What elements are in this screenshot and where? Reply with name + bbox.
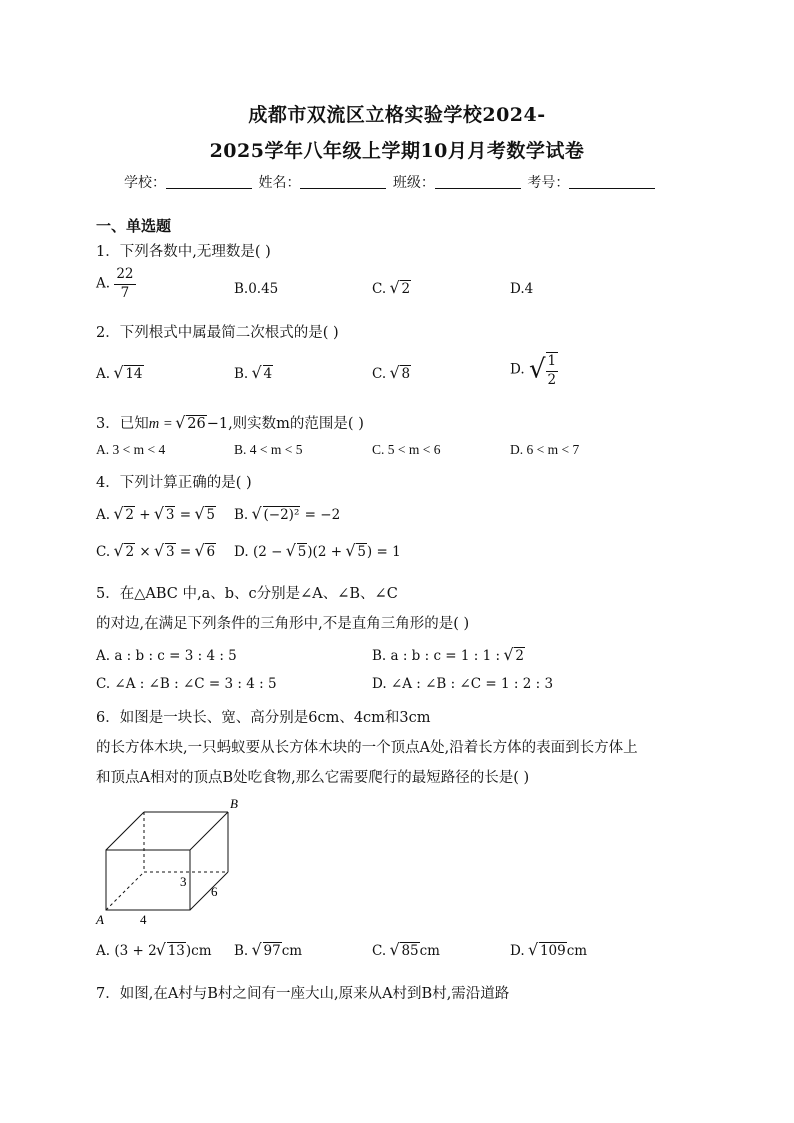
- vertex-label-a: A: [96, 912, 104, 927]
- question-6-stem-line1: 6．如图是一块长、宽、高分别是6cm、4cm和3cm: [96, 710, 431, 726]
- cuboid-edge: [106, 812, 144, 850]
- q5-option-b: B. a : b : c = 1 : 1 : √ 2: [372, 648, 525, 664]
- question-5-stem-line1: 5．在△ABC 中,a、b、c分别是∠A、∠B、∠C: [96, 586, 398, 602]
- question-5-stem-line2: 的对边,在满足下列条件的三角形中,不是直角三角形的是( ): [96, 616, 470, 632]
- fraction: $\frac{22}{7}$: [116, 266, 134, 301]
- dimension-label-3: 3: [180, 874, 187, 889]
- q2-option-a: A. √ 14: [96, 366, 144, 382]
- q4-option-a: A. √ 2 + √ 3 = √ 5: [96, 507, 216, 523]
- q3-option-a: A. 3 < m < 4: [96, 442, 166, 457]
- cuboid-edge: [190, 872, 228, 910]
- q6-option-a: A. (3 + 2√ 13)cm: [96, 943, 212, 959]
- q1-option-c: C. √ 2: [372, 281, 411, 297]
- question-4-stem: 4．下列计算正确的是( ): [96, 475, 252, 491]
- question-2-stem: 2．下列根式中属最简二次根式的是( ): [96, 325, 339, 341]
- name-blank[interactable]: [300, 174, 386, 189]
- exam-title-line2: 2025学年八年级上学期10月月考数学试卷: [209, 140, 585, 162]
- q4-option-d: D. (2 − √ 5)(2 + √ 5) = 1: [234, 544, 401, 560]
- q1-option-d: D.4: [510, 281, 534, 297]
- q4-option-b: B. √ (−2)² = −2: [234, 507, 340, 523]
- exam-number-label: 考号：: [527, 175, 570, 191]
- q2-option-d: D. √ $\frac{1}{2}$: [510, 353, 557, 388]
- q4-option-c: C. √ 2 × √ 3 = √ 6: [96, 544, 216, 560]
- q1-option-b: B.0.45: [234, 281, 279, 297]
- cuboid-hidden-edge: [106, 872, 144, 910]
- q1-option-a: A. $\frac{22}{7}$: [96, 266, 134, 301]
- question-7-stem: 7．如图,在A村与B村之间有一座大山,原来从A村到B村,需沿道路: [96, 986, 510, 1002]
- exam-title-line1: 成都市双流区立格实验学校2024-: [248, 104, 546, 126]
- school-blank[interactable]: [166, 174, 252, 189]
- question-6-stem-line2: 的长方体木块,一只蚂蚁要从长方体木块的一个顶点A处,沿着长方体的表面到长方体上: [96, 740, 638, 756]
- cuboid-figure: [90, 792, 250, 930]
- school-label: 学校：: [124, 175, 166, 191]
- q5-option-a: A. a : b : c = 3 : 4 : 5: [96, 648, 237, 664]
- cuboid-front-face: [106, 850, 190, 910]
- q6-option-b: B. √ 97cm: [234, 943, 302, 959]
- exam-number-blank[interactable]: [569, 174, 655, 189]
- dimension-label-6: 6: [211, 884, 218, 899]
- q6-option-c: C. √ 85cm: [372, 943, 440, 959]
- class-label: 班级：: [392, 175, 435, 191]
- vertex-label-b: B: [230, 796, 238, 811]
- q3-option-d: D. 6 < m < 7: [510, 442, 580, 457]
- q5-option-c: C. ∠A : ∠B : ∠C = 3 : 4 : 5: [96, 676, 277, 692]
- student-info-line: [124, 172, 657, 192]
- q2-option-b: B. √ 4: [234, 366, 273, 382]
- q3-option-b: B. 4 < m < 5: [234, 442, 303, 457]
- class-blank[interactable]: [435, 174, 521, 189]
- section-title: 一、单选题: [96, 217, 172, 235]
- question-6-stem-line3: 和顶点A相对的顶点B处吃食物,那么它需要爬行的最短路径的长是( ): [96, 770, 530, 786]
- dimension-label-4: 4: [140, 912, 147, 927]
- cuboid-edge: [190, 812, 228, 850]
- q2-option-c: C. √ 8: [372, 366, 411, 382]
- q3-option-c: C. 5 < m < 6: [372, 442, 441, 457]
- question-1-stem: 1．下列各数中,无理数是( ): [96, 244, 271, 260]
- q5-option-d: D. ∠A : ∠B : ∠C = 1 : 2 : 3: [372, 676, 554, 692]
- name-label: 姓名：: [258, 175, 301, 191]
- fraction: $\frac{1}{2}$: [547, 353, 557, 388]
- q6-option-d: D. √ 109cm: [510, 943, 587, 959]
- question-3-stem: 3．已知m = √ 26−1,则实数m的范围是( ): [96, 412, 364, 433]
